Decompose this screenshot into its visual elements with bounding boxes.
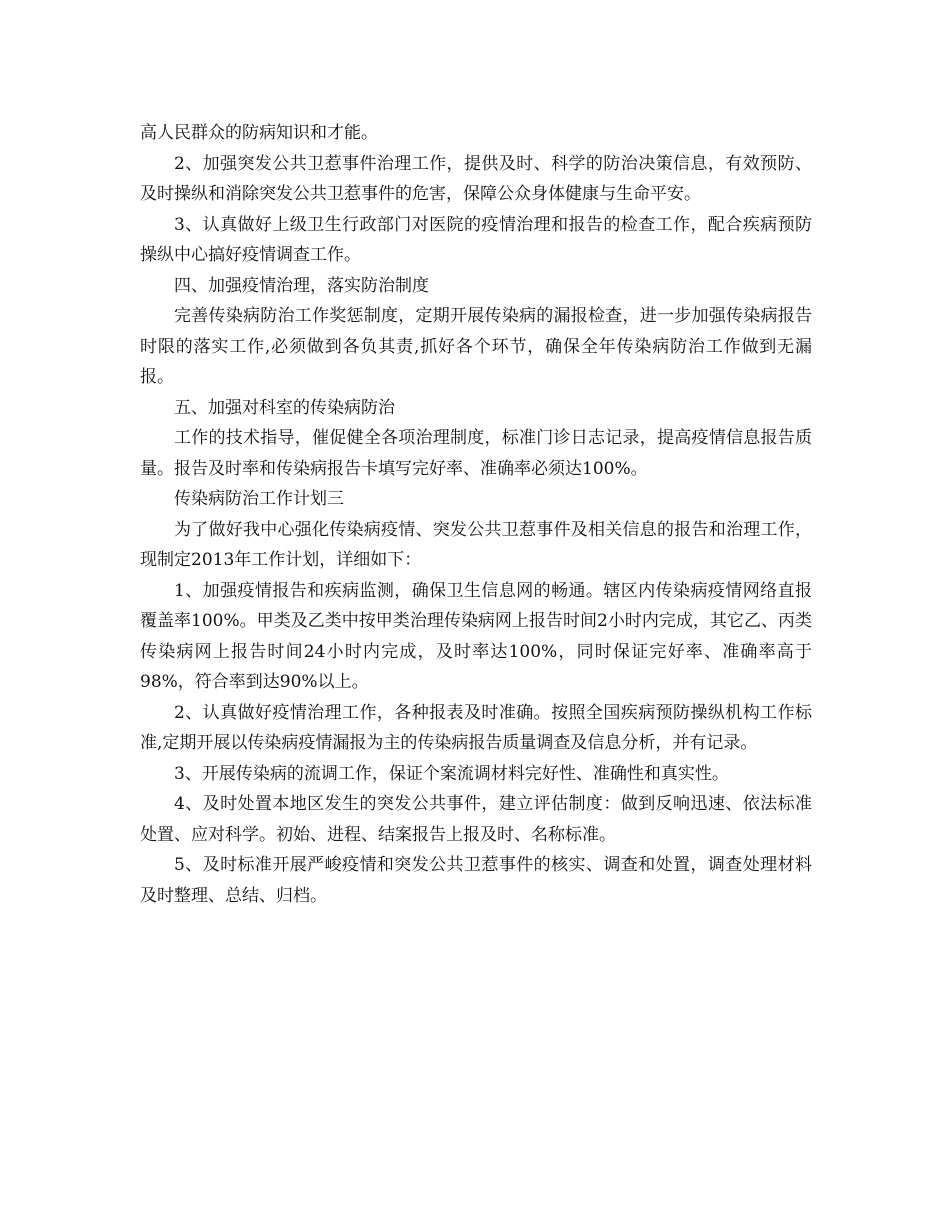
paragraph-2: 2、加强突发公共卫惹事件治理工作，提供及时、科学的防治决策信息，有效预防、及时操纵和消除突发公共卫惹事件的危害，保障公众身体健康与生命平安。: [140, 153, 812, 204]
paragraph-9: 为了做好我中心强化传染病疫情、突发公共卫惹事件及相关信息的报告和治理工作，现制定2013年工作计划，详细如下：: [140, 519, 812, 570]
paragraph-11: 2、认真做好疫情治理工作，各种报表及时准确。按照全国疾病预防操纵机构工作标准,定期开展以传染病疫情漏报为主的传染病报告质量调查及信息分析，并有记录。: [140, 702, 812, 753]
paragraph-7: 工作的技术指导，催促健全各项治理制度，标准门诊日志记录，提高疫情信息报告质量。报告及时率和传染病报告卡填写完好率、准确率必须达100%。: [140, 428, 812, 479]
paragraph-5: 完善传染病防治工作奖惩制度，定期开展传染病的漏报检查，进一步加强传染病报告时限的落实工作,必须做到各负其责,抓好各个环节，确保全年传染病防治工作做到无漏报。: [140, 306, 812, 387]
section-heading-5: 五、加强对科室的传染病防治: [174, 397, 395, 418]
paragraph-13: 4、及时处置本地区发生的突发公共事件，建立评估制度：做到反响迅速、依法标准处置、应对科学。初始、进程、结案报告上报及时、名称标准。: [140, 794, 812, 845]
paragraph-10: 1、加强疫情报告和疾病监测，确保卫生信息网的畅通。辖区内传染病疫情网络直报覆盖率100%。甲类及乙类中按甲类治理传染病网上报告时间2小时内完成，其它乙、丙类传染病网上报告时间24小时内完成，及时率达100%，同时保证完好率、准确率高于98%，符合率到达90%以上。: [140, 580, 812, 692]
document-body: [140, 118, 812, 911]
paragraph-14: 5、及时标准开展严峻疫情和突发公共卫惹事件的核实、调查和处置，调查处理材料及时整理、总结、归档。: [140, 855, 812, 906]
paragraph-12: 3、开展传染病的流调工作，保证个案流调材料完好性、准确性和真实性。: [174, 763, 729, 784]
section-heading-4: 四、加强疫情治理，落实防治制度: [174, 275, 429, 296]
plan-title-3: 传染病防治工作计划三: [174, 489, 344, 509]
paragraph-3: 3、认真做好上级卫生行政部门对医院的疫情治理和报告的检查工作，配合疾病预防操纵中心搞好疫情调查工作。: [140, 214, 812, 265]
paragraph-1: 高人民群众的防病知识和才能。: [140, 123, 378, 143]
